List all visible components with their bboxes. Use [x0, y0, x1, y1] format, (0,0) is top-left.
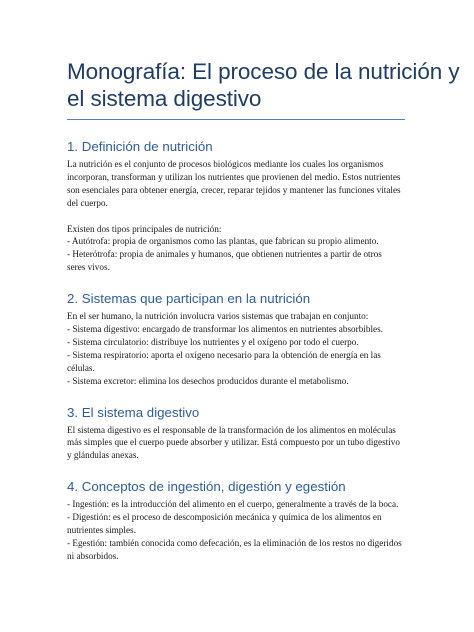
text-line: más simples que el cuerpo puede absorber y utilizar. Está compuesto por un tubo digestivo [67, 437, 400, 448]
text-line: El sistema digestivo es el responsable de la transformación de los alimentos en moléculas [67, 424, 396, 435]
title-line: Monografía: El proceso de la nutrición y [67, 59, 460, 84]
text-line: nutrientes simples. [67, 525, 136, 536]
paragraph [67, 158, 408, 274]
section-definicion [67, 139, 408, 274]
section-heading: 1. Definición de nutrición [67, 139, 213, 154]
section-heading: 4. Conceptos de ingestión, digestión y egestión [67, 479, 346, 495]
text-line: - Sistema excretor: elimina los desechos producidos durante el metabolismo. [67, 375, 349, 386]
text-line: son esenciales para obtener energía, crecer, reparar tejidos y mantener las funciones vitales [67, 184, 401, 195]
section-conceptos [67, 479, 408, 563]
section-sistemas [67, 291, 408, 387]
text-line: ni absorbidos. [67, 550, 119, 561]
document-title [67, 58, 460, 112]
text-line: La nutrición es el conjunto de procesos biológicos mediante los cuales los organismos [67, 159, 384, 169]
text-line: seres vivos. [67, 262, 110, 273]
paragraph [67, 310, 408, 387]
text-line: Existen dos tipos principales de nutrición: [67, 223, 222, 234]
text-line: En el ser humano, la nutrición involucra varios sistemas que trabajan en conjunto: [67, 311, 369, 322]
section-heading: 2. Sistemas que participan en la nutrición [67, 291, 311, 307]
text-line: - Ingestión: es la introducción del alimento en el cuerpo, generalmente a través de la boca. [67, 499, 399, 510]
title-line: el sistema digestivo [67, 86, 262, 111]
paragraph [67, 498, 408, 563]
text-line: células. [67, 362, 95, 373]
text-line: del cuerpo. [67, 197, 108, 208]
text-line: y glándulas anexas. [67, 450, 139, 461]
paragraph [67, 424, 408, 463]
section-sistema-digestivo [67, 405, 408, 463]
section-heading: 3. El sistema digestivo [67, 404, 200, 420]
text-line: incorporan, transforman y utilizan los nutrientes que provienen del medio. Estos nutrientes [67, 171, 401, 182]
text-line: - Autótrofa: propia de organismos como las plantas, que fabrican su propio alimento. [67, 236, 379, 247]
text-line: - Egestión: también conocida como defecación, es la eliminación de los restos no digeridos [67, 538, 402, 549]
text-line: - Heterótrofa: propia de animales y humanos, que obtienen nutrientes a partir de otros [67, 249, 382, 260]
text-line: - Sistema respiratorio: aporta el oxígeno necesario para la obtención de energía en las [67, 349, 381, 360]
text-line: - Sistema digestivo: encargado de transformar los alimentos en nutrientes absorbibles. [67, 324, 383, 335]
title-underline [67, 119, 405, 120]
text-line: - Sistema circulatorio: distribuye los nutrientes y el oxígeno por todo el cuerpo. [67, 336, 359, 347]
text-line: - Digestión: es el proceso de descomposición mecánica y química de los alimentos en [67, 512, 382, 523]
